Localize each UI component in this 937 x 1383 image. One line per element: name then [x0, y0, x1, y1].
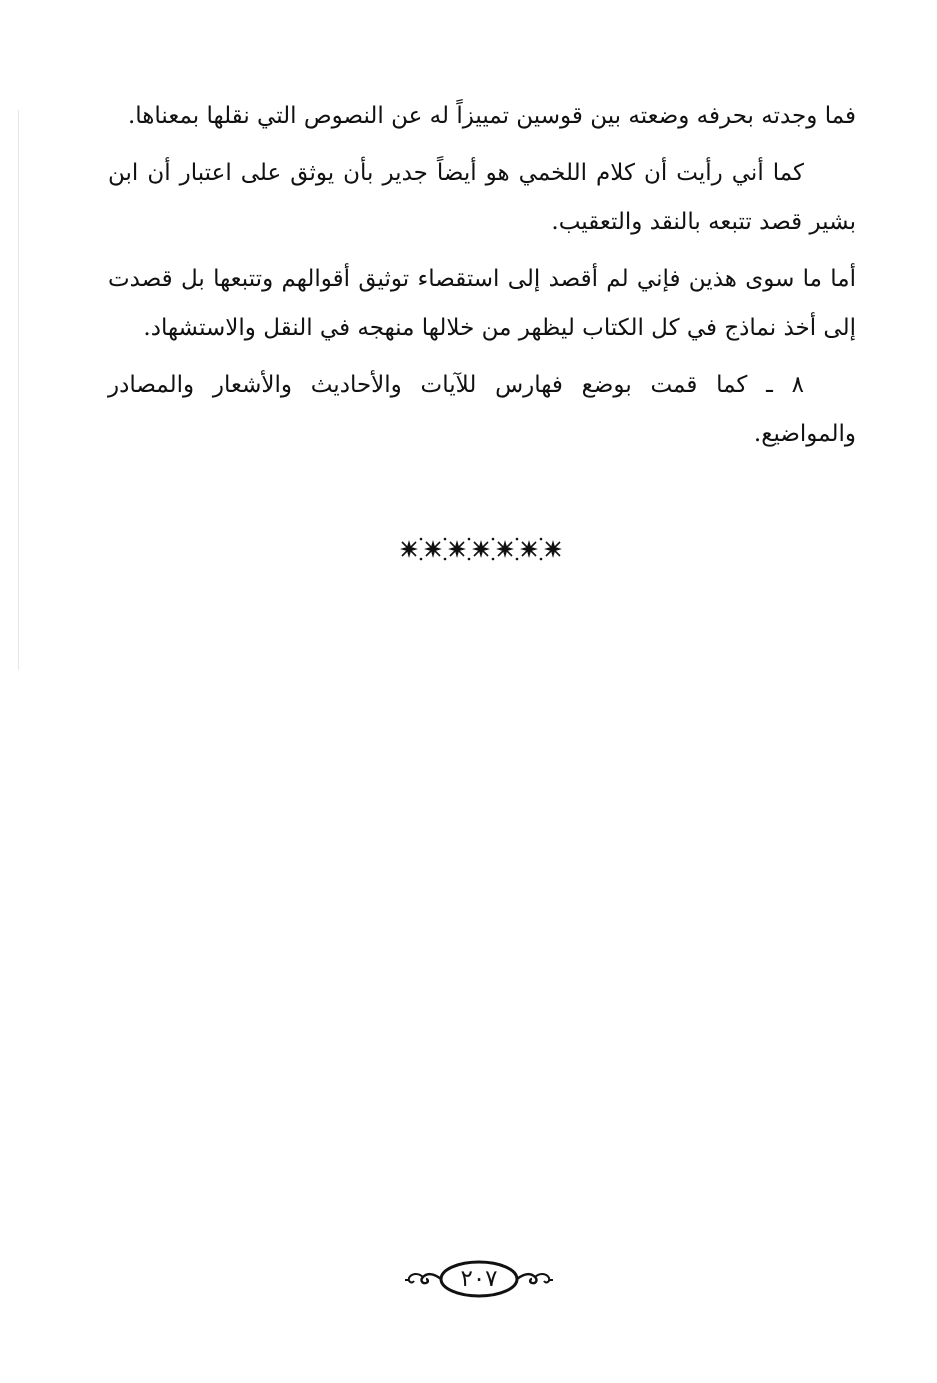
- scan-edge-line: [18, 110, 19, 670]
- body-text: [108, 92, 856, 467]
- paragraph-2: كما أني رأيت أن كلام اللخمي هو أيضاً جدير بأن يوثق على اعتبار أن ابن بشير قصد تتبعه بالنقد والتعقيب.: [108, 160, 856, 235]
- paragraph-1: فما وجدته بحرفه وضعته بين قوسين تمييزاً له عن النصوص التي نقلها بمعناها.: [127, 103, 856, 129]
- paragraph-3: أما ما سوى هذين فإني لم أقصد إلى استقصاء توثيق أقوالهم وتتبعها بل قصدت إلى أخذ نماذج في كل الكتاب ليظهر من خلالها منهجه في النقل والاستشهاد.: [108, 266, 856, 341]
- section-divider-ornament: [396, 532, 566, 566]
- paragraph-4: ٨ ـ كما قمت بوضع فهارس للآيات والأحاديث والأشعار والمصادر والمواضيع.: [108, 372, 856, 447]
- page-number: ٢٠٧: [460, 1266, 498, 1292]
